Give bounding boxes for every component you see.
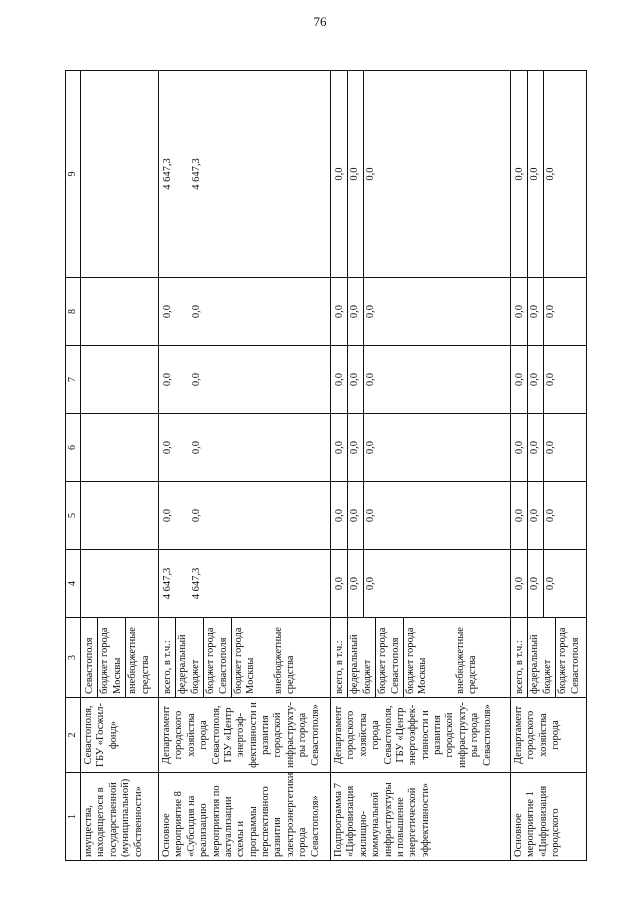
header-row [66,71,81,861]
funding-source: всего, в т.ч.: [334,640,345,694]
funding-source: бюджет города Севастополя [555,618,583,697]
funding-source: всего, в т.ч.: [514,640,525,694]
measure-name: Подпрограмма 7 «Цифровизация жилищно-коммунальной инфраструктуры и повышение энергетической эффективности» [331,773,511,861]
col-header: 1 [66,773,81,861]
value-cell: 0,0 0,0 [159,278,331,346]
responsible-executor: Департамент городского хозяйства города Севастополя, ГБУ «Центр энергоэффек-тивности и развития городской инфраструкту-ры города Севастополя» [331,698,511,773]
measure-name: Основное мероприятие 1 «Цифровизация городского [511,773,587,861]
funding-source: бюджет города Москвы [231,618,259,697]
funding-source: внебюджетные средства [272,627,296,694]
funding-source: бюджет города Севастополя [375,618,403,697]
funding-source: бюджет города Севастополя [203,618,231,697]
col-header: 7 [66,346,81,414]
funding-sources [81,618,159,698]
responsible-executor: Департамент городского хозяйства города [511,698,587,773]
funding-sources [159,618,331,698]
budget-table [65,70,587,861]
value-cell: 0,0 0,0 [159,346,331,414]
funding-source: бюджет города Москвы [403,618,431,697]
table-row [159,71,331,861]
funding-source: федеральный бюджет [175,618,203,697]
value-cell: 4 647,3 4 647,3 [159,71,331,278]
page-number: 76 [313,14,327,29]
value-cell: 0,0 0,0 0,0 [511,278,587,346]
responsible-executor: Департамент городского хозяйства города Севастополя, ГБУ «Центр энергоэф-фективности и развития городской инфраструкту-ры города Севастополя» [159,698,331,773]
rotated-table-container [65,71,585,861]
value-cell: 0,0 0,0 0,0 [511,482,587,550]
funding-source: федеральный бюджет [347,618,375,697]
funding-source: федеральный бюджет [527,618,555,697]
funding-sources [331,618,511,698]
value-cell: 0,0 0,0 0,0 [511,71,587,278]
funding-sources [511,618,587,698]
value-cell: 0,0 0,0 [159,482,331,550]
funding-source: Севастополя [84,637,95,694]
funding-source: бюджет города Москвы [97,618,125,697]
measure-name: имущества, находящегося в государственной (муниципальной) собственности» [81,773,159,861]
value-cell [81,414,159,482]
col-header: 9 [66,71,81,278]
responsible-executor: Севастополя, ГБУ «Госжил-фонд» [81,698,159,773]
table-row [81,71,159,861]
value-cell: 0,0 0,0 0,0 [331,414,511,482]
value-cell [81,482,159,550]
table-row [331,71,511,861]
col-header: 2 [66,698,81,773]
value-cell [81,71,159,278]
value-cell [81,550,159,618]
col-header: 3 [66,618,81,698]
funding-source: внебюджетные средства [125,618,153,697]
col-header: 5 [66,482,81,550]
value-cell: 0,0 0,0 0,0 [511,414,587,482]
value-cell [81,346,159,414]
value-cell: 0,0 0,0 0,0 [331,346,511,414]
funding-source: внебюджетные средства [454,627,478,694]
value-cell: 0,0 0,0 0,0 [511,550,587,618]
table-row [511,71,587,861]
measure-name: Основное мероприятие 8 «Субсидия на реализацию мероприятия по актуализации схемы и программы перспективного развития электроэнергетики города Севастополя» [159,773,331,861]
value-cell: 0,0 0,0 0,0 [331,482,511,550]
col-header: 8 [66,278,81,346]
value-cell: 4 647,3 4 647,3 [159,550,331,618]
value-cell: 0,0 0,0 0,0 [511,346,587,414]
value-cell: 0,0 0,0 0,0 [331,550,511,618]
value-cell: 0,0 0,0 0,0 [331,71,511,278]
col-header: 6 [66,414,81,482]
col-header: 4 [66,550,81,618]
funding-source: всего, в т.ч.: [162,640,173,694]
value-cell [81,278,159,346]
value-cell: 0,0 0,0 0,0 [331,278,511,346]
value-cell: 0,0 0,0 [159,414,331,482]
